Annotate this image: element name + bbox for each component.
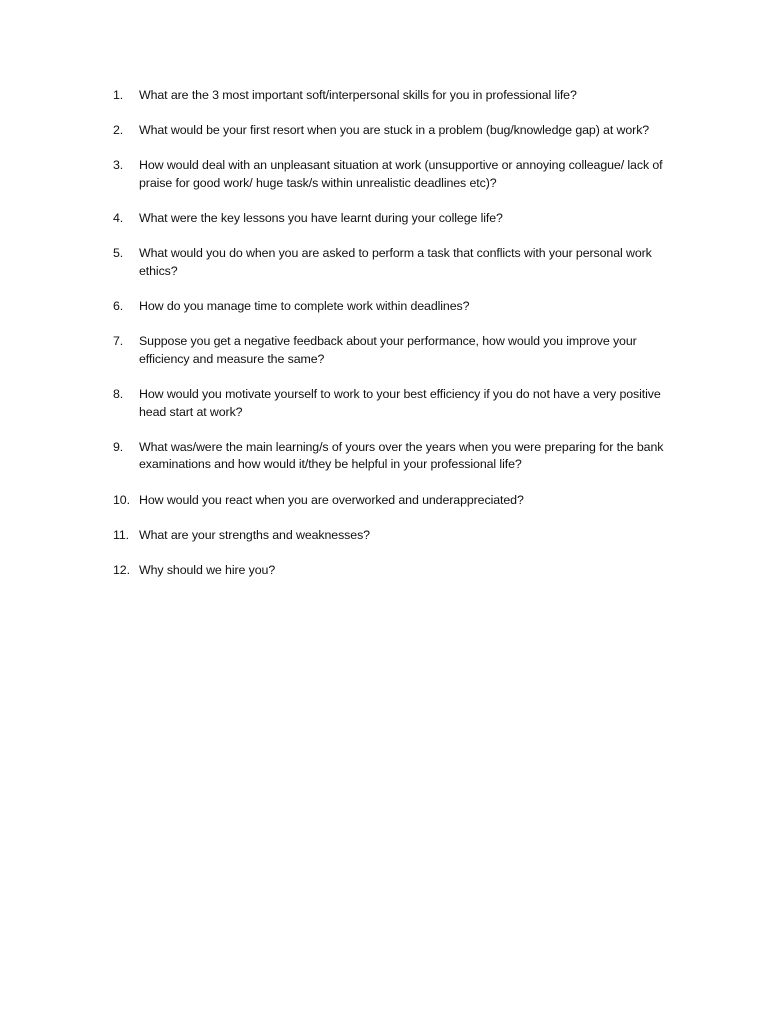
question-text: What were the key lessons you have learnt during your college life? — [139, 211, 503, 226]
question-number: 4. — [113, 211, 124, 226]
question-item-5 — [113, 245, 678, 280]
question-text: How would deal with an unpleasant situation at work (unsupportive or annoying colleague/ lack of praise for good work/ huge task/s within unrealistic deadlines etc)? — [139, 158, 663, 190]
question-number: 8. — [113, 387, 124, 402]
question-text: What was/were the main learning/s of yours over the years when you were preparing for the bank examinations and how would it/they be helpful in your professional life? — [139, 439, 664, 472]
question-item-8 — [113, 386, 678, 421]
question-text: What are the 3 most important soft/interpersonal skills for you in professional life? — [139, 88, 577, 102]
question-item-7 — [113, 333, 678, 368]
question-number: 10. — [113, 492, 130, 507]
question-number: 1. — [113, 88, 124, 102]
question-number: 12. — [113, 563, 130, 578]
question-text: Why should we hire you? — [139, 563, 276, 578]
question-number: 3. — [113, 158, 124, 173]
question-text: How would you motivate yourself to work to your best efficiency if you do not have a very positive head start at work? — [139, 387, 661, 419]
question-item-12 — [113, 562, 678, 580]
question-number: 11. — [113, 527, 130, 542]
question-number: 2. — [113, 123, 124, 138]
question-text: What would be your first resort when you are stuck in a problem (bug/knowledge gap) at work? — [139, 123, 650, 138]
question-item-6 — [113, 298, 678, 316]
question-number: 9. — [113, 439, 124, 454]
question-item-9 — [113, 439, 678, 474]
question-text: What would you do when you are asked to perform a task that conflicts with your personal work ethics? — [139, 246, 652, 278]
question-item-3 — [113, 157, 678, 192]
question-item-4 — [113, 210, 678, 228]
question-item-1 — [113, 87, 678, 105]
question-list — [113, 87, 678, 597]
question-text: Suppose you get a negative feedback about your performance, how would you improve your efficiency and measure the same? — [139, 334, 637, 366]
question-text: How would you react when you are overworked and underappreciated? — [139, 492, 524, 507]
question-item-11 — [113, 527, 678, 545]
question-item-2 — [113, 122, 678, 140]
question-text: How do you manage time to complete work within deadlines? — [139, 299, 470, 314]
question-text: What are your strengths and weaknesses? — [139, 527, 370, 542]
question-number: 5. — [113, 246, 124, 261]
question-number: 7. — [113, 334, 124, 349]
question-item-10 — [113, 492, 678, 510]
question-number: 6. — [113, 299, 124, 314]
